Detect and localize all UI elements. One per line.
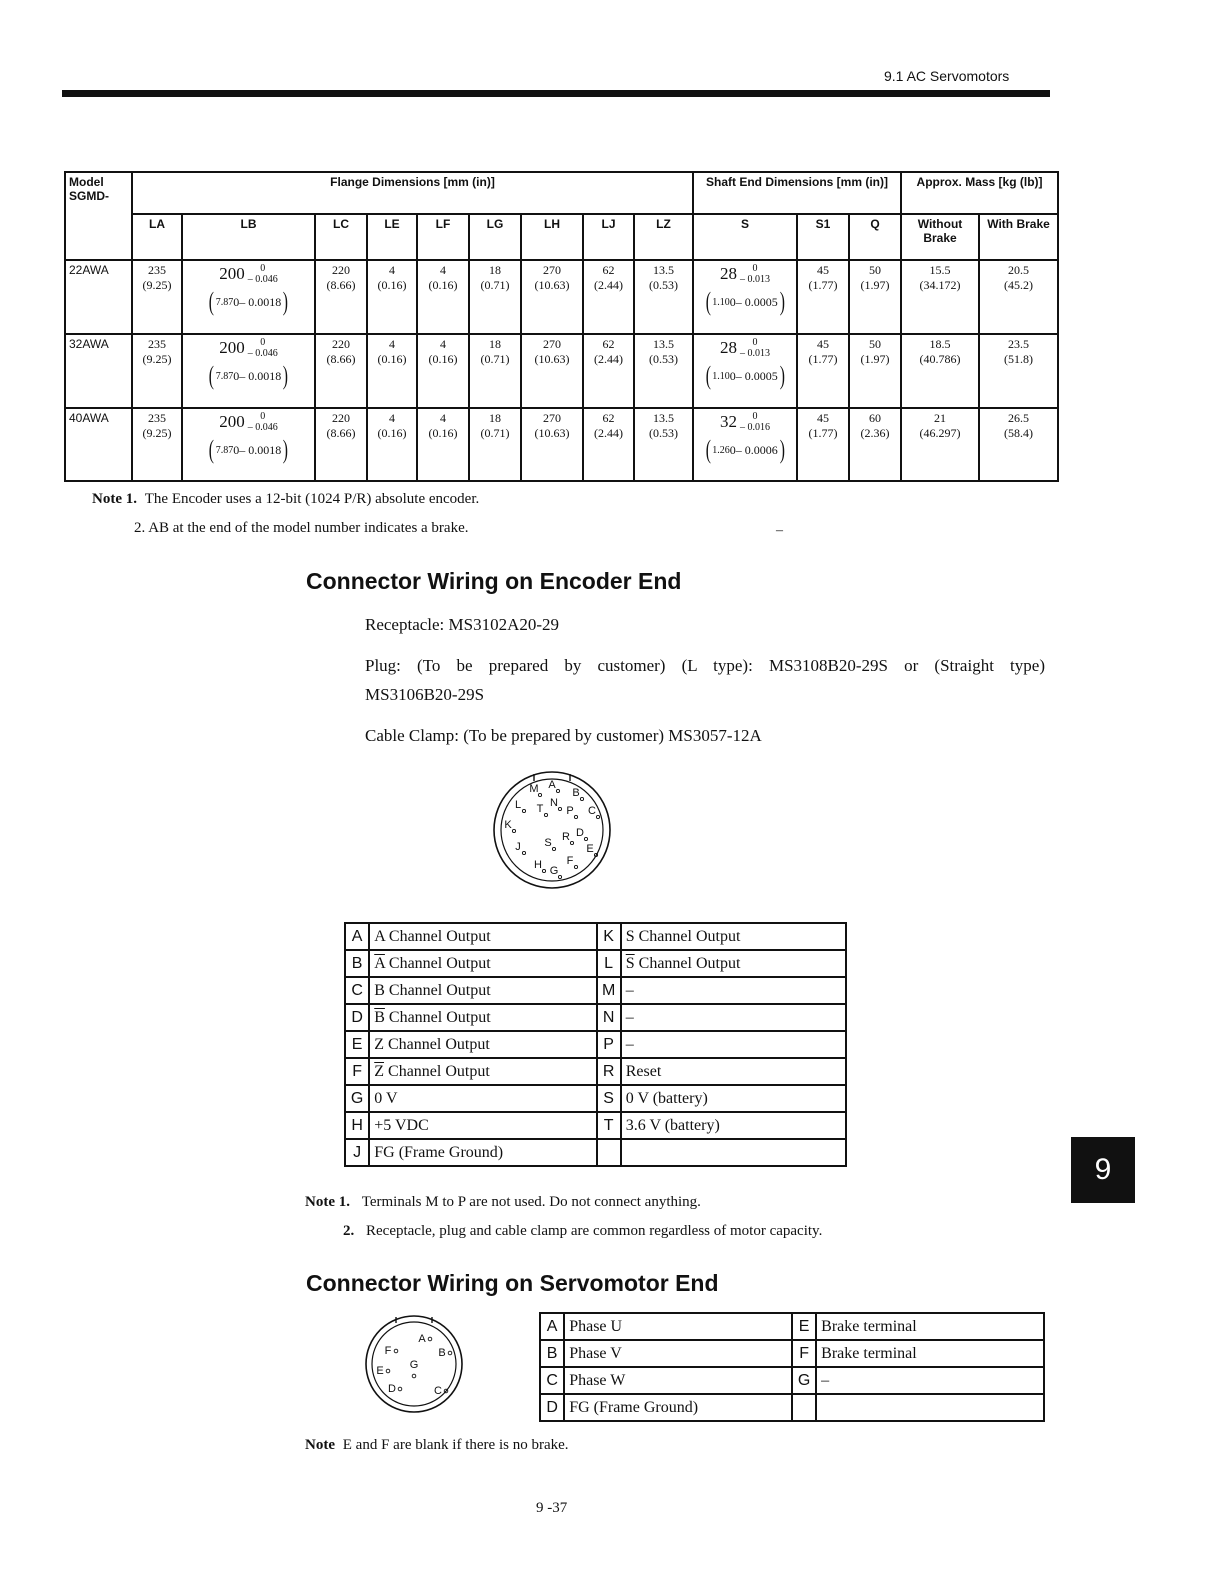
connector-pin-label: A xyxy=(418,1333,426,1345)
cell-la: 235 (9.25) xyxy=(132,408,182,481)
pin-label: D xyxy=(345,1004,369,1031)
connector-pin-label: C xyxy=(434,1385,442,1397)
plug-text-line1: Plug: (To be prepared by customer) (L type): MS3108B20-29S or (Straight type) xyxy=(365,656,1045,675)
connector-pin-label: M xyxy=(529,783,539,795)
col-header: LG xyxy=(469,214,521,260)
connector-pin-hole xyxy=(584,837,587,840)
encoder-note-2 xyxy=(343,1223,822,1240)
pin-label: C xyxy=(540,1367,564,1394)
connector-pin-hole xyxy=(558,807,561,810)
connector-pin-label: E xyxy=(376,1365,384,1377)
tolerance-mm: 28 0 – 0.013 xyxy=(720,263,770,285)
connector-pin-hole xyxy=(412,1374,416,1378)
cell-lb xyxy=(182,334,315,408)
page-number: 9 -37 xyxy=(536,1500,568,1516)
pin-label: M xyxy=(597,977,621,1004)
pin-signal: +5 VDC xyxy=(369,1112,596,1139)
note-text: Terminals M to P are not used. Do not connect anything. xyxy=(361,1194,701,1210)
pin-label: N xyxy=(597,1004,621,1031)
connector-pin-hole xyxy=(556,789,559,792)
pin-signal xyxy=(621,1139,846,1166)
connector-pin-hole xyxy=(552,847,555,850)
cell-q: 50 (1.97) xyxy=(849,260,901,334)
cell-lb xyxy=(182,260,315,334)
pin-signal: Z Channel Output xyxy=(369,1031,596,1058)
col-header: With Brake xyxy=(979,214,1058,260)
connector-pin-hole xyxy=(394,1349,398,1353)
table-row xyxy=(345,1139,846,1166)
note-text: Receptacle, plug and cable clamp are common regardless of motor capacity. xyxy=(366,1223,823,1239)
col-header: S xyxy=(693,214,797,260)
pin-label: H xyxy=(345,1112,369,1139)
pin-label: S xyxy=(597,1085,621,1112)
pin-signal: $\overline{S}$ Channel Output xyxy=(621,950,846,977)
cable-clamp-text: Cable Clamp: (To be prepared by customer) MS3057-12A xyxy=(365,726,762,745)
col-header: LF xyxy=(417,214,469,260)
cell-q: 60 (2.36) xyxy=(849,408,901,481)
pin-signal: FG (Frame Ground) xyxy=(369,1139,596,1166)
cell-lh: 270 (10.63) xyxy=(521,260,583,334)
connector-pin-hole xyxy=(428,1337,432,1341)
table-row xyxy=(540,1394,1044,1421)
connector-pin-hole xyxy=(386,1369,390,1373)
tolerance-mm: 32 0 – 0.016 xyxy=(720,411,770,433)
cell-lz: 13.5 (0.53) xyxy=(634,260,693,334)
tolerance-mm: 200 0 – 0.046 xyxy=(219,411,278,433)
cell-q: 50 (1.97) xyxy=(849,334,901,408)
pin-signal: FG (Frame Ground) xyxy=(564,1394,792,1421)
table-row xyxy=(540,1367,1044,1394)
connector-pin-label: K xyxy=(504,819,512,831)
table-note-1 xyxy=(92,491,479,508)
pin-signal: $\overline{Z}$ Channel Output xyxy=(369,1058,596,1085)
cell-s1: 45 (1.77) xyxy=(797,334,849,408)
connector-pin-label: J xyxy=(515,841,521,853)
connector-pin-hole xyxy=(580,797,583,800)
running-head: 9.1 AC Servomotors xyxy=(884,68,1010,84)
pin-signal: $\overline{A}$ Channel Output xyxy=(369,950,596,977)
col-header: LA xyxy=(132,214,182,260)
pin-signal: – xyxy=(621,1031,846,1058)
col-header: LE xyxy=(367,214,417,260)
cell-s1: 45 (1.77) xyxy=(797,408,849,481)
table-row xyxy=(345,1031,846,1058)
pin-label: K xyxy=(597,923,621,950)
pin-signal: Brake terminal xyxy=(816,1313,1044,1340)
plug-text-line2: MS3106B20-29S xyxy=(365,685,485,704)
pin-signal: – xyxy=(621,1004,846,1031)
pin-label xyxy=(792,1394,816,1421)
cell-lg: 18 (0.71) xyxy=(469,408,521,481)
connector-pin-label: G xyxy=(549,865,559,877)
pin-label: A xyxy=(345,923,369,950)
cell-lc: 220 (8.66) xyxy=(315,334,367,408)
section-title-servomotor: Connector Wiring on Servomotor End xyxy=(306,1270,719,1296)
pin-label: P xyxy=(597,1031,621,1058)
connector-pin-hole xyxy=(570,841,573,844)
note-label: 2. xyxy=(134,520,146,536)
cell-lg: 18 (0.71) xyxy=(469,334,521,408)
cell-lc: 220 (8.66) xyxy=(315,260,367,334)
table-row xyxy=(65,334,1058,408)
servomotor-note xyxy=(305,1437,569,1454)
cell-s xyxy=(693,260,797,334)
col-header: S1 xyxy=(797,214,849,260)
header-model: Model SGMD- xyxy=(65,172,132,260)
connector-pin-label: B xyxy=(572,787,580,799)
pin-label: D xyxy=(540,1394,564,1421)
cell-le: 4 (0.16) xyxy=(367,334,417,408)
pin-label: L xyxy=(597,950,621,977)
note-text: AB at the end of the model number indicates a brake. xyxy=(148,520,469,536)
tolerance-mm: 28 0 – 0.013 xyxy=(720,337,770,359)
pin-label xyxy=(597,1139,621,1166)
table-row xyxy=(540,1313,1044,1340)
pin-label: A xyxy=(540,1313,564,1340)
cell-wo: 15.5 (34.172) xyxy=(901,260,979,334)
col-header: Q xyxy=(849,214,901,260)
connector-pin-label: L xyxy=(514,799,522,811)
table-row xyxy=(65,260,1058,334)
pin-signal: – xyxy=(621,977,846,1004)
col-header: LH xyxy=(521,214,583,260)
note-label: 2. xyxy=(343,1223,355,1239)
table-row xyxy=(345,1004,846,1031)
pin-signal: – xyxy=(816,1367,1044,1394)
cell-s xyxy=(693,334,797,408)
connector-pin-label: F xyxy=(384,1345,392,1357)
table-row xyxy=(345,950,846,977)
pin-label: R xyxy=(597,1058,621,1085)
cell-lj: 62 (2.44) xyxy=(583,408,634,481)
cell-s xyxy=(693,408,797,481)
connector-pin-label: F xyxy=(566,855,574,867)
pin-label: E xyxy=(792,1313,816,1340)
table-row xyxy=(345,977,846,1004)
cell-lf: 4 (0.16) xyxy=(417,408,469,481)
tolerance-inch: ( 1.10 0– 0.0005 ) xyxy=(705,361,785,390)
tolerance-inch: ( 7.87 0– 0.0018 ) xyxy=(208,435,289,464)
pin-signal: 3.6 V (battery) xyxy=(621,1112,846,1139)
table-row xyxy=(345,923,846,950)
connector-pin-hole xyxy=(522,809,525,812)
section-title-encoder: Connector Wiring on Encoder End xyxy=(306,568,682,594)
table-note-2 xyxy=(134,520,469,537)
table-row xyxy=(65,408,1058,481)
connector-pin-label: P xyxy=(566,805,574,817)
connector-pin-hole xyxy=(542,869,545,872)
encoder-connector-icon xyxy=(490,768,614,892)
note-label: Note xyxy=(305,1437,335,1453)
cell-lc: 220 (8.66) xyxy=(315,408,367,481)
cell-lg: 18 (0.71) xyxy=(469,260,521,334)
pin-label: T xyxy=(597,1112,621,1139)
cell-la: 235 (9.25) xyxy=(132,260,182,334)
connector-pin-hole xyxy=(398,1387,402,1391)
note-text: The Encoder uses a 12-bit (1024 P/R) absolute encoder. xyxy=(144,491,480,507)
tolerance-mm: 200 0 – 0.046 xyxy=(219,263,278,285)
connector-pin-hole xyxy=(538,793,541,796)
connector-pin-hole xyxy=(522,851,525,854)
receptacle-text: Receptacle: MS3102A20-29 xyxy=(365,615,560,634)
cell-lz: 13.5 (0.53) xyxy=(634,408,693,481)
pin-label: J xyxy=(345,1139,369,1166)
cell-le: 4 (0.16) xyxy=(367,260,417,334)
cell-wo: 21 (46.297) xyxy=(901,408,979,481)
connector-pin-label: D xyxy=(576,827,584,839)
cell-le: 4 (0.16) xyxy=(367,408,417,481)
table-row xyxy=(345,1085,846,1112)
pin-label: B xyxy=(540,1340,564,1367)
table-row xyxy=(345,1112,846,1139)
stray-dash: – xyxy=(776,523,783,538)
pin-label: F xyxy=(345,1058,369,1085)
encoder-note-1 xyxy=(305,1194,701,1211)
connector-pin-hole xyxy=(512,829,515,832)
cell-w: 26.5 (58.4) xyxy=(979,408,1058,481)
cell-model: 40AWA xyxy=(65,408,132,481)
pin-signal: Phase V xyxy=(564,1340,792,1367)
pin-signal: Phase U xyxy=(564,1313,792,1340)
cell-wo: 18.5 (40.786) xyxy=(901,334,979,408)
cell-lf: 4 (0.16) xyxy=(417,334,469,408)
tolerance-inch: ( 7.87 0– 0.0018 ) xyxy=(208,361,289,390)
connector-pin-label: N xyxy=(550,797,558,809)
pin-signal: Brake terminal xyxy=(816,1340,1044,1367)
connector-pin-hole xyxy=(596,815,599,818)
pin-signal: 0 V xyxy=(369,1085,596,1112)
cell-w: 20.5 (45.2) xyxy=(979,260,1058,334)
note-label: Note 1. xyxy=(92,491,137,507)
cell-lh: 270 (10.63) xyxy=(521,334,583,408)
cell-la: 235 (9.25) xyxy=(132,334,182,408)
cell-lb xyxy=(182,408,315,481)
pin-signal: S Channel Output xyxy=(621,923,846,950)
pin-signal: 0 V (battery) xyxy=(621,1085,846,1112)
connector-pin-hole xyxy=(574,865,577,868)
pin-label: G xyxy=(345,1085,369,1112)
pin-label: E xyxy=(345,1031,369,1058)
note-text: E and F are blank if there is no brake. xyxy=(342,1437,569,1453)
connector-pin-label: D xyxy=(388,1383,396,1395)
pin-signal: Reset xyxy=(621,1058,846,1085)
col-header: Without Brake xyxy=(901,214,979,260)
table-row xyxy=(540,1340,1044,1367)
connector-pin-hole xyxy=(574,815,577,818)
table-row xyxy=(345,1058,846,1085)
cell-lh: 270 (10.63) xyxy=(521,408,583,481)
pin-label: C xyxy=(345,977,369,1004)
pin-signal: Phase W xyxy=(564,1367,792,1394)
cell-model: 32AWA xyxy=(65,334,132,408)
header-shaft: Shaft End Dimensions [mm (in)] xyxy=(693,172,901,214)
col-header: LJ xyxy=(583,214,634,260)
connector-pin-label: G xyxy=(409,1359,419,1371)
connector-pin-label: H xyxy=(534,859,542,871)
pin-signal: B Channel Output xyxy=(369,977,596,1004)
header-rule xyxy=(62,90,1050,97)
connector-pin-label: S xyxy=(544,837,552,849)
connector-pin-hole xyxy=(544,813,547,816)
tolerance-inch: ( 1.10 0– 0.0005 ) xyxy=(705,287,785,316)
tolerance-inch: ( 7.87 0– 0.0018 ) xyxy=(208,287,289,316)
col-header: LC xyxy=(315,214,367,260)
pin-signal xyxy=(816,1394,1044,1421)
header-mass: Approx. Mass [kg (lb)] xyxy=(901,172,1058,214)
encoder-pin-table xyxy=(344,922,847,1167)
cell-lf: 4 (0.16) xyxy=(417,260,469,334)
connector-pin-label: T xyxy=(536,803,544,815)
pin-signal: $\overline{B}$ Channel Output xyxy=(369,1004,596,1031)
pin-label: G xyxy=(792,1367,816,1394)
tolerance-mm: 200 0 – 0.046 xyxy=(219,337,278,359)
connector-pin-label: E xyxy=(586,843,594,855)
cell-lj: 62 (2.44) xyxy=(583,260,634,334)
chapter-tab: 9 xyxy=(1071,1137,1135,1203)
cell-model: 22AWA xyxy=(65,260,132,334)
cell-w: 23.5 (51.8) xyxy=(979,334,1058,408)
tolerance-inch: ( 1.26 0– 0.0006 ) xyxy=(705,435,785,464)
cell-s1: 45 (1.77) xyxy=(797,260,849,334)
pin-label: B xyxy=(345,950,369,977)
connector-pin-label: R xyxy=(562,831,570,843)
cell-lj: 62 (2.44) xyxy=(583,334,634,408)
pin-signal: A Channel Output xyxy=(369,923,596,950)
pin-label: F xyxy=(792,1340,816,1367)
header-flange: Flange Dimensions [mm (in)] xyxy=(132,172,693,214)
connector-pin-hole xyxy=(558,875,561,878)
connector-pin-label: C xyxy=(588,805,596,817)
connector-pin-label: A xyxy=(548,779,556,791)
note-label: Note 1. xyxy=(305,1194,350,1210)
servomotor-connector-icon xyxy=(362,1312,466,1416)
servomotor-pin-table xyxy=(539,1312,1045,1422)
connector-pin-label: B xyxy=(438,1347,446,1359)
col-header: LZ xyxy=(634,214,693,260)
connector-pin-hole xyxy=(448,1351,452,1355)
col-header: LB xyxy=(182,214,315,260)
dimension-table xyxy=(64,171,1059,482)
cell-lz: 13.5 (0.53) xyxy=(634,334,693,408)
